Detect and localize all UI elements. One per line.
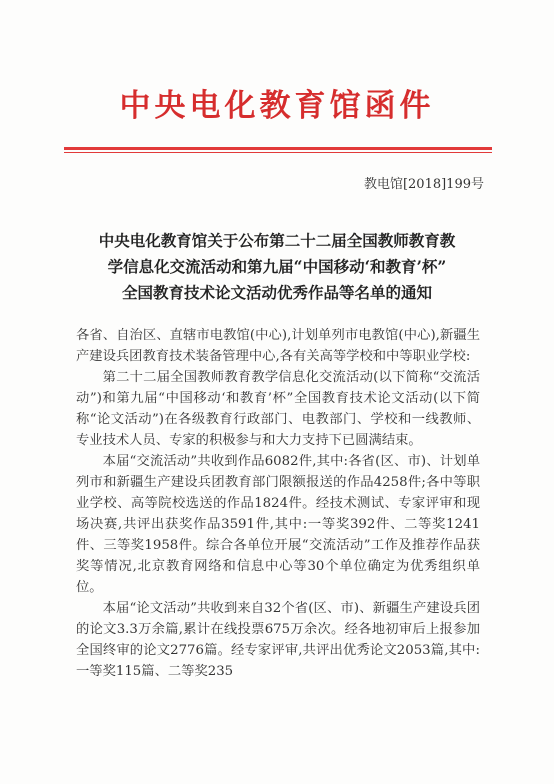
letterhead-title: 中央电化教育馆函件 xyxy=(119,88,435,124)
notice-title-line: 学信息化交流活动和第九届“中国移动‘和教育’杯” xyxy=(107,257,447,276)
body-paragraph: 第二十二届全国教师教育教学信息化交流活动(以下简称“交流活动”)和第九届“中国移动‘和教育’杯”全国教育技术论文活动(以下简称“论文活动”)在各级教育行政部门、电教部门、学校和一线教师、专业技术人员、专家的积极参与和大力支持下已圆满结束。 xyxy=(76,370,480,448)
notice-title-line: 中央电化教育馆关于公布第二十二届全国教师教育教 xyxy=(98,231,456,250)
body-paragraph: 本届“交流活动”共收到作品6082件,其中:各省(区、市)、计划单列市和新疆生产建设兵团教育部门限额报送的作品4258件;各中等职业学校、高等院校选送的作品1824件。经技术测试、专家评审和现场决赛,共评出获奖作品3591件,其中:一等奖392件、二等奖1241件、三等奖1958件。综合各单位开展“交流活动”工作及推荐作品获奖等情况,北京教育网络和信息中心等30个单位确定为优秀组织单位。 xyxy=(76,454,480,595)
notice-body xyxy=(76,325,480,682)
notice-title xyxy=(70,228,484,306)
body-paragraph: 本届“论文活动”共收到来自32个省(区、市)、新疆生产建设兵团的论文3.3万余篇,累计在线投票675万余次。经各地初审后上报参加全国终审的论文2776篇。经专家评审,共评出优秀论文2053篇,其中:一等奖115篇、二等奖235 xyxy=(76,601,480,679)
document-number: 教电馆[2018]199号 xyxy=(363,177,484,192)
notice-title-line: 全国教育技术论文活动优秀作品等名单的通知 xyxy=(121,283,432,302)
letterhead-thin-rule xyxy=(64,152,492,153)
letterhead-thick-rule xyxy=(64,147,492,150)
salutation-paragraph: 各省、自治区、直辖市电教馆(中心),计划单列市电教馆(中心),新疆生产建设兵团教育技术装备管理中心,各有关高等学校和中等职业学校: xyxy=(76,328,480,364)
